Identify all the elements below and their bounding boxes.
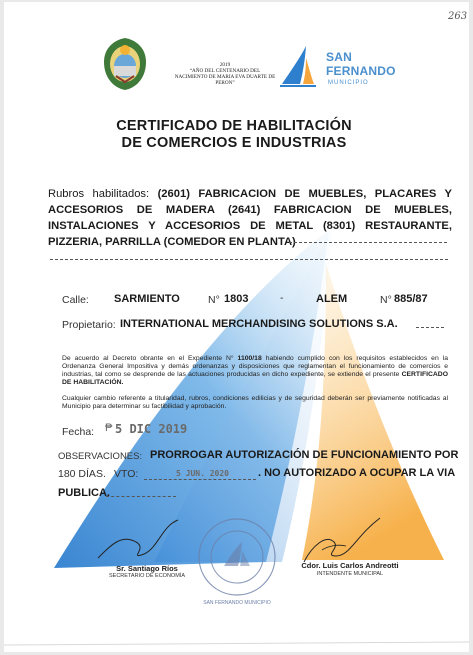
- address-separator: -: [280, 292, 284, 304]
- seal-text: SAN FERNANDO MUNICIPIO: [203, 600, 271, 606]
- page-crease: [4, 642, 469, 645]
- rubros-dash-line-2: [50, 259, 448, 260]
- certificate-title: [104, 118, 364, 152]
- right-signatory-name: Cdor. Luis Carlos Andreotti: [301, 561, 399, 570]
- fecha-stamp-icon: ₱: [105, 422, 113, 434]
- title-line-1: CERTIFICADO DE HABILITACIÓN: [116, 118, 352, 134]
- decree-paragraph: [62, 355, 448, 387]
- owner-dash-line: [416, 327, 444, 328]
- year-motto: 2019 “AÑO DEL CENTENARIO DEL NACIMIENTO DE MARIA EVA DUARTE DE PERON”: [174, 62, 276, 86]
- rubros-section: [48, 186, 452, 250]
- right-signatory-title: INTENDENTE MUNICIPAL: [316, 571, 384, 577]
- brand-name-line2: FERNANDO: [326, 64, 396, 78]
- province-seal-icon: [102, 36, 148, 92]
- numero-label: N°: [208, 294, 220, 306]
- fecha-label: Fecha:: [62, 426, 95, 438]
- vto-dash-line: [144, 479, 256, 480]
- numero2-label: N°: [380, 294, 392, 306]
- left-signatory-title: SECRETARIO DE ECONOMÍA: [109, 573, 185, 579]
- propietario-label: Propietario:: [62, 319, 116, 331]
- brand-subtitle: MUNICIPIO: [328, 80, 369, 86]
- observaciones-label: OBSERVACIONES:: [58, 451, 143, 462]
- brand-name-line1: SAN: [326, 50, 352, 64]
- vto-stamp: 5 JUN. 2020: [176, 469, 229, 478]
- page-number: 263: [448, 11, 468, 22]
- vto-label: VTO:: [114, 468, 139, 480]
- expediente-number: 1100/18: [237, 355, 262, 362]
- changes-paragraph: Cualquier cambio referente a titularidad, rubros, condiciones edilicias y de seguridad deberán ser previamente notificadas al Municipio para determinar su factibilidad y aprobación.: [62, 395, 448, 410]
- calle2-value: ALEM: [316, 293, 348, 305]
- decree-text-bold: CERTIFICADO DE HABILITACIÓN.: [62, 371, 449, 386]
- certificate-page: [4, 2, 469, 652]
- propietario-value: INTERNATIONAL MERCHANDISING SOLUTIONS S.A.: [120, 318, 398, 330]
- observaciones-line-2: . NO AUTORIZADO A OCUPAR LA VIA: [258, 467, 456, 479]
- rubros-value: (2601) FABRICACION DE MUEBLES, PLACARES Y ACCESORIOS DE MADERA (2641) FABRICACION DE MUEBLES, INSTALACIONES Y ACCESORIOS DE METAL (8301) RESTAURANTE, PIZZERIA, PARRILLA (COMEDOR EN PLANTA): [48, 188, 452, 248]
- observaciones-days: 180 DÍAS.: [58, 468, 106, 480]
- rubros-label: Rubros habilitados:: [48, 188, 150, 200]
- numero-value: 1803: [224, 293, 249, 305]
- left-signature: [92, 514, 182, 564]
- left-signatory-name: Sr. Santiago Ríos: [116, 564, 178, 573]
- title-line-2: DE COMERCIOS E INDUSTRIAS: [121, 135, 347, 151]
- fecha-stamp: 5 DIC 2019: [115, 422, 188, 436]
- rubros-dash-line-1: [289, 242, 447, 243]
- decree-text-pre: De acuerdo al Decreto obrante en el Expediente N°: [62, 355, 234, 362]
- calle-value: SARMIENTO: [114, 293, 180, 305]
- municipal-seal-stamp: [196, 516, 278, 598]
- san-fernando-logo-icon: [280, 44, 316, 90]
- observaciones-line-3: PUBLICA.: [58, 487, 110, 499]
- decree-text-post: habiendo cumplido con los requisitos establecidos en la Ordenanza General Impositiva y demás ordenanzas y disposiciones que reglamentan el funcionamiento de comercios e industrias, tal como se desprende de las actuaciones producidas en dicho expediente, se extiende el presente: [62, 355, 448, 378]
- observaciones-dash-line: [106, 496, 176, 497]
- calle-label: Calle:: [62, 294, 89, 306]
- observaciones-line-1: PRORROGAR AUTORIZACIÓN DE FUNCIONAMIENTO POR: [150, 449, 459, 461]
- numero2-value: 885/87: [394, 293, 428, 305]
